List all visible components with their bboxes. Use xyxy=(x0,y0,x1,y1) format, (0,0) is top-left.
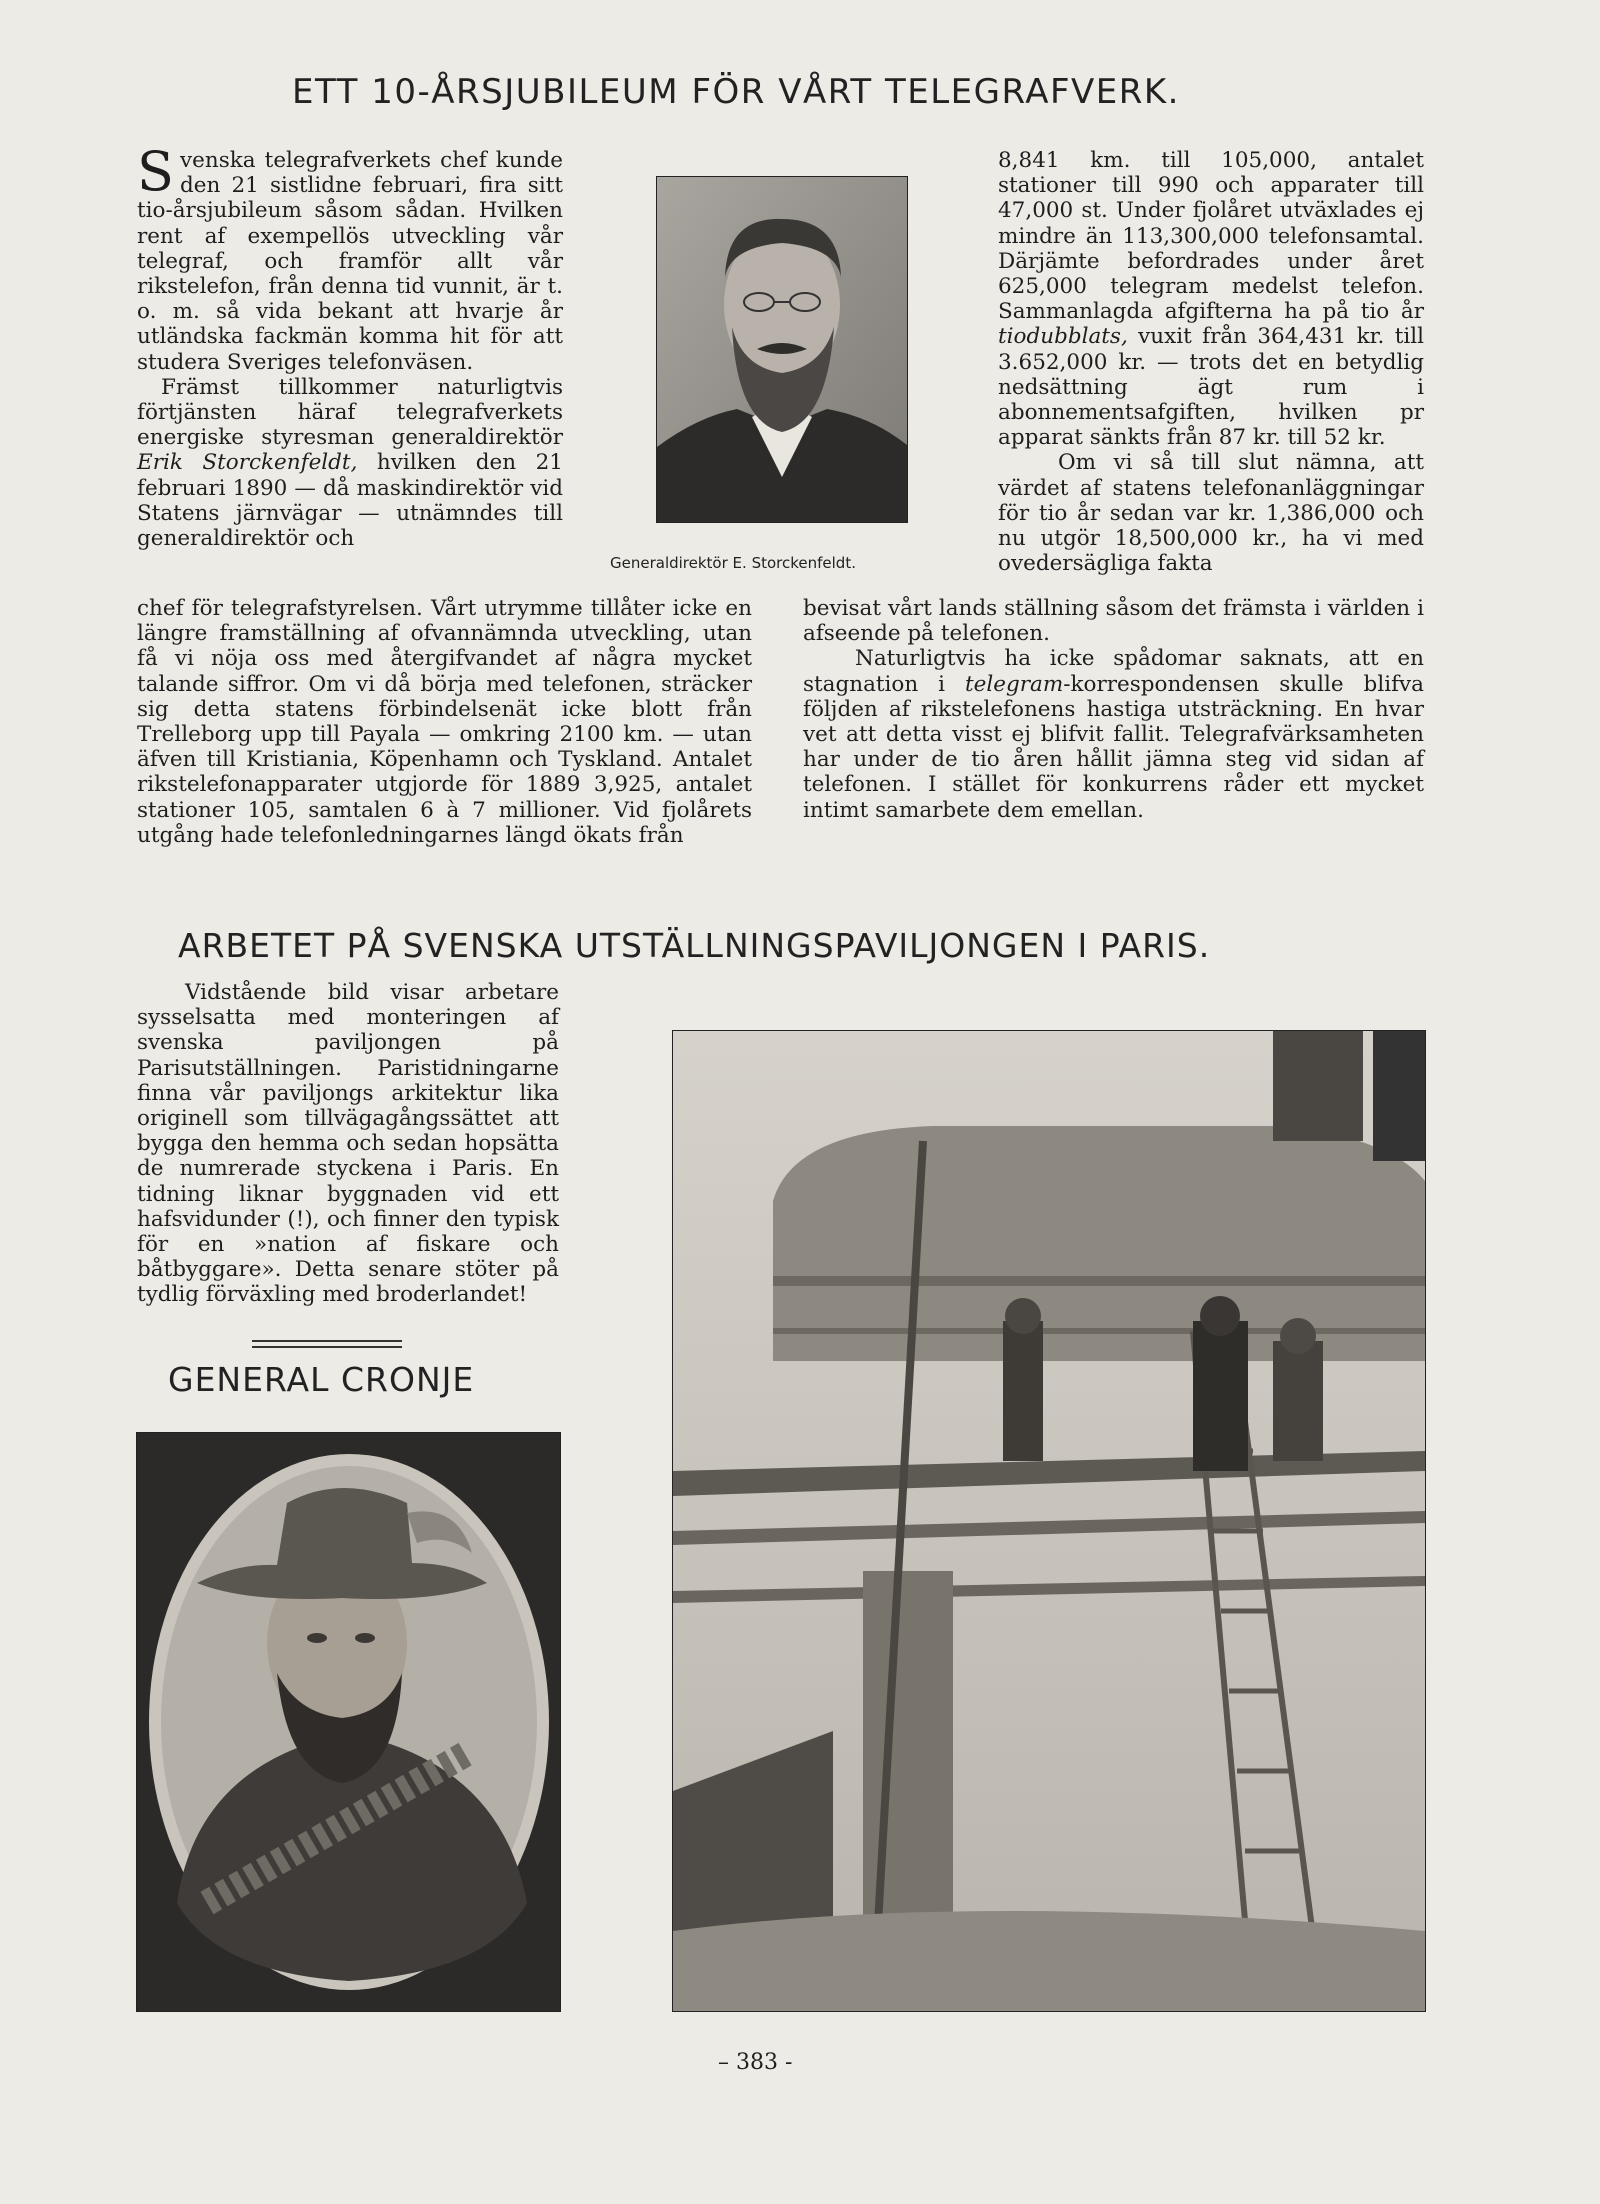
paragraph-statistics-a: 8,841 km. till 105,000, antalet stationer till 990 och apparater till 47,000 st. Under fjolåret utväxlades ej mindre än 113,300,000 telefonsamtal. Därjämte befordrades under året 625,000 telegram medelst telefon. Sammanlagda afgifterna ha på tio år xyxy=(998,148,1424,325)
pavilion-construction-photo xyxy=(672,1030,1426,2012)
article-column-right-bottom xyxy=(803,596,1424,823)
section-divider xyxy=(252,1340,402,1342)
article-column-right xyxy=(998,148,1424,576)
paragraph-storckenfeldt-a: Främst tillkommer naturligtvis förtjänsten häraf telegrafverkets energiske styresman generaldirektör xyxy=(137,374,563,451)
name-storckenfeldt: Erik Storckenfeldt, xyxy=(137,450,358,476)
portrait-storckenfeldt-photo xyxy=(656,176,908,523)
portrait-cronje-photo xyxy=(136,1432,561,2012)
paragraph-value: Om vi så till slut nämna, att värdet af statens telefonanläggningar för tio år sedan var kr. 1,386,000 och nu utgör 18,500,000 kr., ha vi med ovedersägliga fakta xyxy=(998,450,1424,577)
paragraph-storckenfeldt-b: hvilken den 21 februari 1890 — då maskindirektör vid Statens järnvägar — utnämndes till generaldirektör och xyxy=(137,450,563,552)
word-telegram: telegram xyxy=(965,671,1064,697)
paragraph-proof: bevisat vårt lands ställning såsom det främsta i världen i afseende på telefonen. xyxy=(803,596,1424,647)
portrait-caption: Generaldirektör E. Storckenfeldt. xyxy=(610,554,856,572)
article-title-paviljongen: ARBETET PÅ SVENSKA UTSTÄLLNINGSPAVILJONGEN I PARIS. xyxy=(178,926,1211,965)
article-title-cronje: GENERAL CRONJE xyxy=(168,1360,475,1399)
paragraph-stagnation-a: Naturligtvis ha icke spådomar saknats, att en stagnation i xyxy=(803,646,1424,697)
paragraph-intro: venska telegrafverkets chef kunde den 21 sistlidne februari, fira sitt tio-årsjubileum såsom sådan. Hvilken rent af exempellös utveckling vår telegraf, och framför allt vår rikstelefon, från denna tid vunnit, är t. o. m. så vida bekant att hvarje år utländska fackmän komma hit för att studera Sveriges telefonväsen. xyxy=(137,148,563,375)
section-divider-2 xyxy=(252,1346,402,1348)
paragraph-paviljongen: Vidstående bild visar arbetare sysselsatta med monteringen af svenska paviljongen på Parisutställningen. Paristidningarne finna vår paviljongs arkitektur lika originell som tillvägagångssättet att bygga den hemma och sedan hopsätta de numrerade styckena i Paris. En tidning liknar byggnaden vid ett hafsvidunder (!), och finner den typisk för en »nation af fiskare och båtbyggare». Detta senare stöter på tydlig förväxling med broderlandet! xyxy=(137,980,559,1308)
paragraph-statistics-b: vuxit från 364,431 kr. till 3.652,000 kr. — trots det en betydlig nedsättning ägt rum i abonnementsafgiften, hvilken pr apparat sänkts från 87 kr. till 52 kr. xyxy=(998,324,1424,451)
article-column-left-top xyxy=(137,140,563,552)
drop-cap: S xyxy=(137,140,174,203)
page-number: – 383 - xyxy=(718,2050,793,2075)
article-column-left-bottom xyxy=(137,596,752,848)
paragraph-figures: chef för telegrafstyrelsen. Vårt utrymme tillåter icke en längre framställning af ofvannämnda utveckling, utan få vi nöja oss med återgifvandet af några mycket talande siffror. Om vi då börja med telefonen, sträcker sig detta statens förbindelsenät icke blott från Trelleborg upp till Payala — omkring 2100 km. — utan äfven till Kristiania, Köpenhamn och Tyskland. Antalet rikstelefonapparater utgjorde för 1889 3,925, antalet stationer 105, samtalen 6 à 7 millioner. Vid fjolårets utgång hade telefonledningarnes längd ökats från xyxy=(137,596,752,848)
article-title-telegraf: ETT 10-ÅRSJUBILEUM FÖR VÅRT TELEGRAFVERK. xyxy=(292,72,1180,112)
paragraph-stagnation-b: -korrespondensen skulle blifva följden af rikstelefonens hastiga utsträckning. En hvar vet att detta visst ej blifvit fallit. Telegrafvärksamheten har under de tio åren hållit jämna steg vid sidan af telefonen. I stället för konkurrens råder ett mycket intimt samarbete dem emellan. xyxy=(803,671,1424,823)
article-paviljongen-text xyxy=(137,980,559,1308)
word-tiodubblats: tiodubblats, xyxy=(998,324,1128,350)
